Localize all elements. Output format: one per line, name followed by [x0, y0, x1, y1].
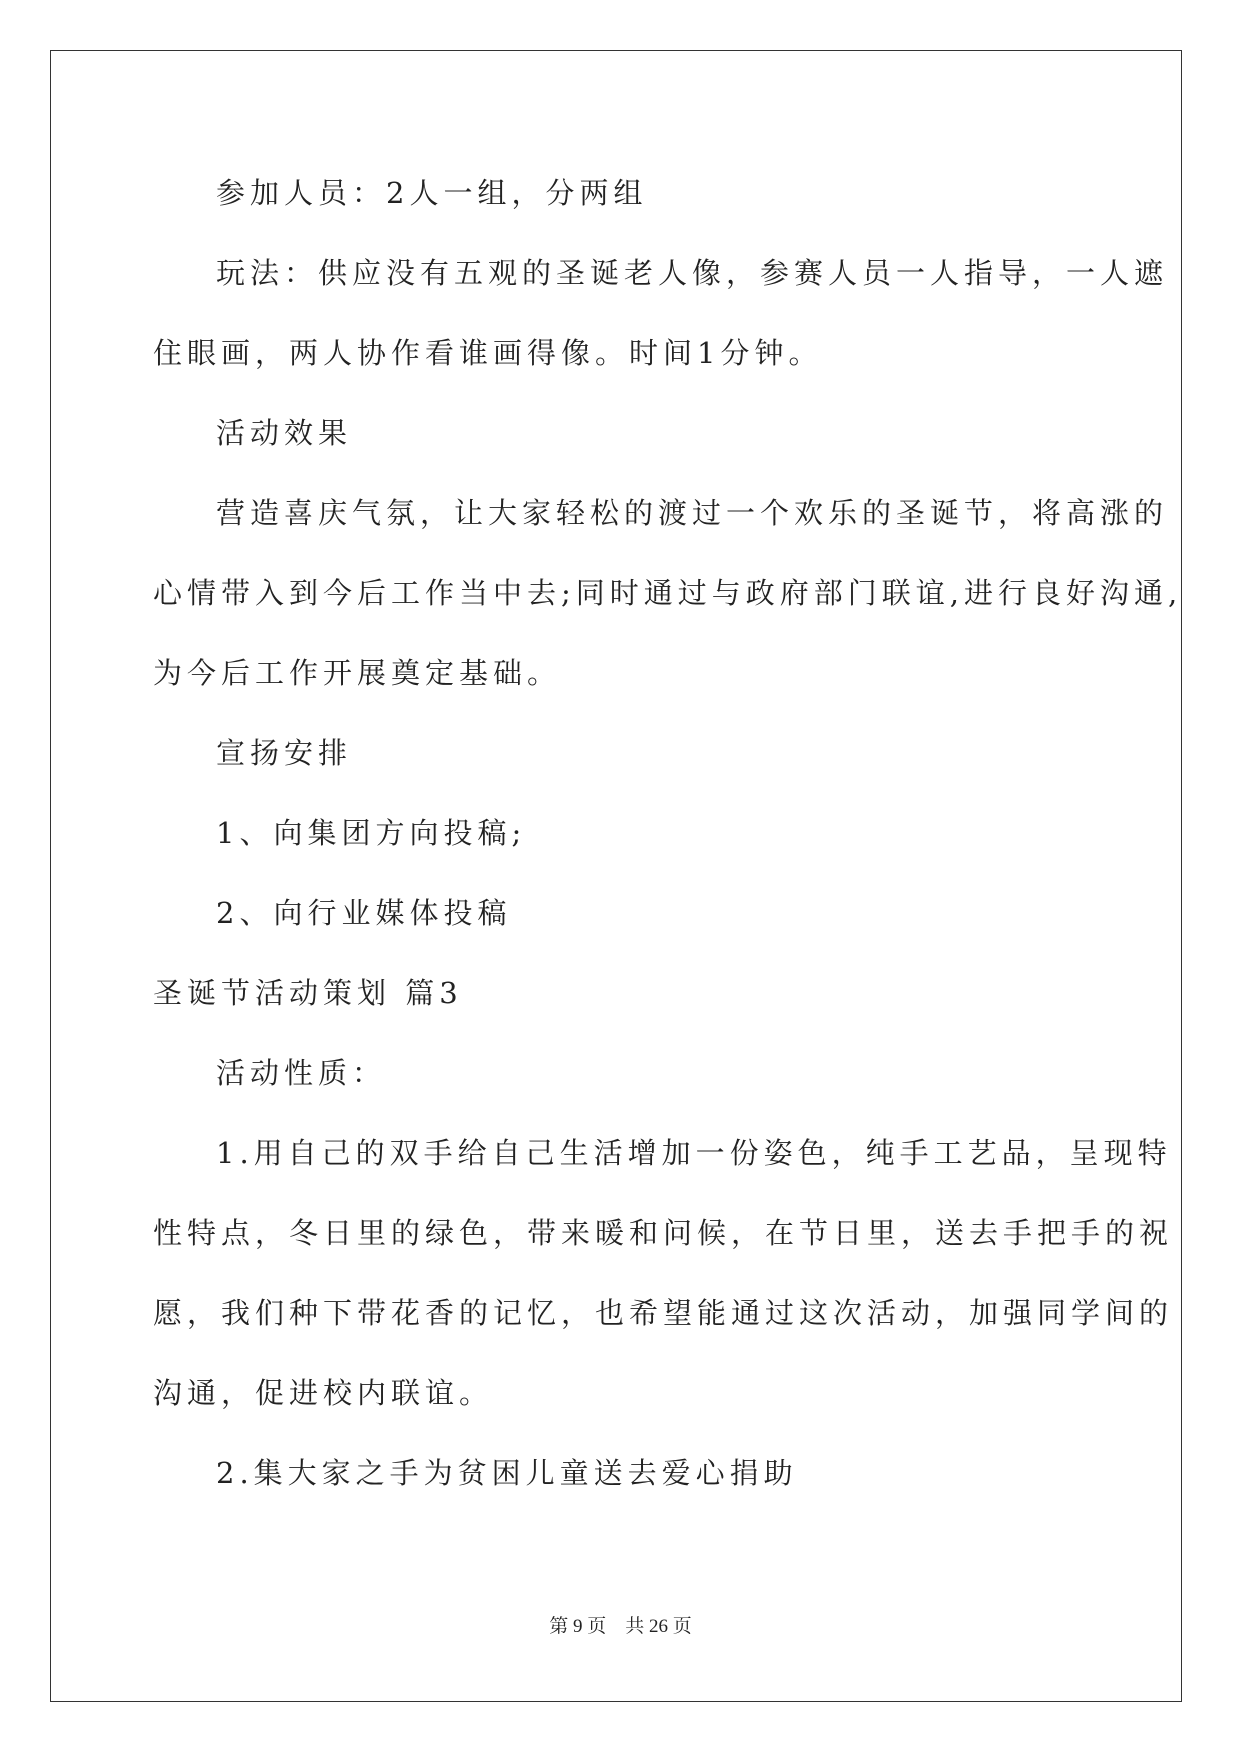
list-item: 1、向集团方向投稿;	[216, 816, 527, 850]
text-line: 性特点，冬日里的绿色，带来暖和问候，在节日里，送去手把手的祝	[153, 1216, 1174, 1250]
text-line: 愿，我们种下带花香的记忆，也希望能通过这次活动，加强同学间的	[153, 1296, 1174, 1330]
text-line: 为今后工作开展奠定基础。	[153, 656, 562, 690]
text-line: 玩法：供应没有五观的圣诞老人像，参赛人员一人指导，一人遮	[216, 256, 1169, 290]
text-line: 心情带入到今后工作当中去;同时通过与政府部门联谊,进行良好沟通,	[153, 576, 1183, 610]
page-number-footer: 第 9 页 共 26 页	[549, 1616, 692, 1637]
text-line: 营造喜庆气氛，让大家轻松的渡过一个欢乐的圣诞节，将高涨的	[216, 496, 1169, 530]
list-item: 2.集大家之手为贫困儿童送去爱心捐助	[216, 1456, 798, 1490]
section-heading: 活动效果	[216, 416, 353, 450]
text-line: 住眼画，两人协作看谁画得像。时间1分钟。	[153, 336, 823, 370]
section-heading: 宣扬安排	[216, 736, 353, 770]
list-item: 1.用自己的双手给自己生活增加一份姿色，纯手工艺品，呈现特	[216, 1136, 1172, 1170]
section-heading: 活动性质：	[216, 1056, 387, 1090]
text-line: 沟通，促进校内联谊。	[153, 1376, 494, 1410]
article-title: 圣诞节活动策划 篇3	[153, 976, 463, 1010]
list-item: 2、向行业媒体投稿	[216, 896, 512, 930]
text-line: 参加人员：2人一组，分两组	[216, 176, 648, 210]
